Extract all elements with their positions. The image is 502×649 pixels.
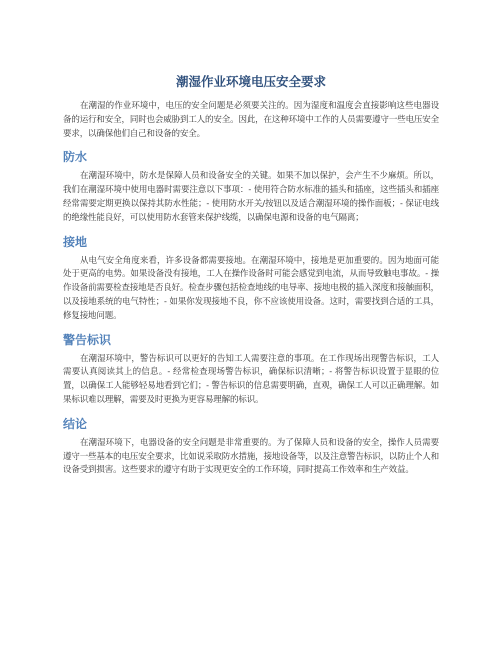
section-warning-signs bbox=[63, 332, 439, 408]
section-waterproof bbox=[63, 149, 439, 225]
section-heading-warning-signs: 警告标识 bbox=[63, 332, 112, 347]
section-body-conclusion: 在潮湿环境下，电器设备的安全问题是非常重要的。为了保障人员和设备的安全，操作人员需要遵守一些基本的电压安全要求，比如说采取防水措施，接地设备等，以及注意警告标识，以防止个人和设备受到损害。这些要求的遵守有助于实现更安全的工作环境，同时提高工作效率和生产效益。 bbox=[63, 437, 439, 476]
section-body-grounding: 从电气安全角度来看，许多设备都需要接地。在潮湿环境中，接地是更加重要的。因为地面可能处于更高的电势。如果设备没有接地，工人在操作设备时可能会感觉到电流，从而导致触电事故。- 操作设备前需要检查接地是否良好。检查步骤包括检查地线的电导率、接地电极的插入深度和接触面积，以及接地系统的电气特性；- 如果你发现接地不良，你不应该使用设备。这时，需要找到合适的工具，修复接地问题。 bbox=[63, 255, 439, 321]
section-grounding bbox=[63, 234, 439, 324]
section-body-warning-signs: 在潮湿环境中，警告标识可以更好的告知工人需要注意的事项。在工作现场出现警告标识，工人需要认真阅读其上的信息。- 经常检查现场警告标识，确保标识清晰；- 将警告标识设置于显眼的位置，以确保工人能够轻易地看到它们；- 警告标识的信息需要明确，直观，确保工人可以正确理解。如果标识难以理解，需要及时更换为更容易理解的标识。 bbox=[63, 353, 439, 405]
document-page bbox=[63, 74, 439, 478]
intro-paragraph: 在潮湿的作业环境中，电压的安全问题是必须要关注的。因为湿度和温度会直接影响这些电器设备的运行和安全，同时也会威胁到工人的安全。因此，在这种环境中工作的人员需要遵守一些电压安全要求，以确保他们自己和设备的安全。 bbox=[63, 101, 439, 139]
section-conclusion bbox=[63, 416, 439, 478]
section-heading-conclusion: 结论 bbox=[63, 416, 88, 431]
section-heading-grounding: 接地 bbox=[63, 234, 88, 249]
section-body-waterproof: 在潮湿环境中，防水是保障人员和设备安全的关键。如果不加以保护，会产生不少麻烦。所以，我们在潮湿环境中使用电器时需要注意以下事项：- 使用符合防水标准的插头和插座，这些插头和插座经常需要定期更换以保持其防水性能；- 使用防水开关/按钮以及适合潮湿环境的操作面板；- 保证电线的绝缘性能良好，可以使用防水套管来保护线缆，以确保电源和设备的电气隔离； bbox=[63, 171, 439, 223]
document-title: 潮湿作业环境电压安全要求 bbox=[175, 74, 326, 89]
section-heading-waterproof: 防水 bbox=[63, 150, 88, 165]
